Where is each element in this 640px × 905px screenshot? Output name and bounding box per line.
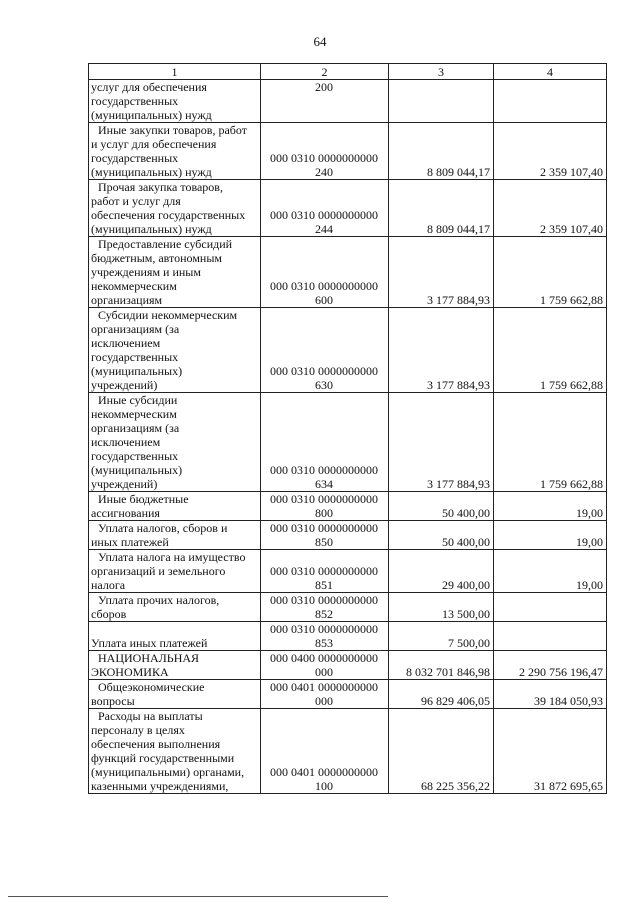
table-row	[89, 393, 607, 492]
description-line: обеспечения государственных	[91, 208, 246, 222]
description-line: бюджетным, автономным	[91, 251, 222, 265]
column-header-3: 3	[389, 64, 494, 80]
code-line: 000	[315, 665, 333, 679]
code-line: 853	[315, 636, 333, 650]
description-line: персоналу в целях	[91, 723, 185, 737]
code-line: 630	[315, 378, 333, 392]
row-code	[261, 709, 389, 794]
code-line: 200	[315, 80, 333, 94]
table-row	[89, 80, 607, 123]
row-code	[261, 237, 389, 308]
column-header-2: 2	[261, 64, 389, 80]
row-code	[261, 550, 389, 593]
table-row	[89, 492, 607, 521]
row-description	[89, 80, 261, 123]
column-header-4: 4	[494, 64, 607, 80]
description-line: (муниципальных)	[91, 463, 183, 477]
description-line: казенными учреждениями,	[91, 779, 229, 793]
row-amount-col4: 19,00	[494, 550, 607, 593]
row-amount-col3: 13 500,00	[389, 593, 494, 622]
description-line: ассигнования	[91, 506, 160, 520]
description-line: исключением	[91, 435, 161, 449]
description-line: вопросы	[91, 694, 135, 708]
table-row	[89, 593, 607, 622]
description-line: Иные субсидии	[98, 393, 178, 407]
table-row	[89, 680, 607, 709]
row-description	[89, 123, 261, 180]
row-description	[89, 308, 261, 393]
row-description	[89, 622, 261, 651]
table-row	[89, 308, 607, 393]
description-line: и услуг для обеспечения	[91, 137, 217, 151]
row-description	[89, 393, 261, 492]
description-line: Общеэкономические	[98, 680, 205, 694]
code-line: 244	[315, 222, 333, 236]
description-line: Уплата прочих налогов,	[98, 593, 220, 607]
row-code	[261, 492, 389, 521]
row-description	[89, 593, 261, 622]
row-description	[89, 180, 261, 237]
row-description	[89, 651, 261, 680]
code-line: 000 0310 0000000000	[270, 208, 378, 222]
table-row	[89, 521, 607, 550]
column-header-1: 1	[89, 64, 261, 80]
row-description	[89, 680, 261, 709]
code-line: 000 0310 0000000000	[270, 151, 378, 165]
description-line: Расходы на выплаты	[98, 709, 203, 723]
row-amount-col4: 1 759 662,88	[494, 308, 607, 393]
row-code	[261, 308, 389, 393]
row-description	[89, 521, 261, 550]
row-amount-col4: 31 872 695,65	[494, 709, 607, 794]
description-line: (муниципальных) нужд	[91, 222, 212, 236]
code-line: 850	[315, 535, 333, 549]
code-line: 100	[315, 779, 333, 793]
row-amount-col4	[494, 593, 607, 622]
row-description	[89, 237, 261, 308]
description-line: обеспечения выполнения	[91, 737, 221, 751]
description-line: Субсидии некоммерческим	[98, 308, 238, 322]
description-line: услуг для обеспечения	[91, 80, 207, 94]
budget-table	[88, 63, 607, 794]
description-line: работ и услуг для	[91, 194, 181, 208]
row-amount-col3: 96 829 406,05	[389, 680, 494, 709]
description-line: некоммерческим	[91, 279, 177, 293]
row-amount-col3: 8 032 701 846,98	[389, 651, 494, 680]
code-line: 000	[315, 694, 333, 708]
row-description	[89, 550, 261, 593]
row-amount-col3: 3 177 884,93	[389, 308, 494, 393]
row-code	[261, 393, 389, 492]
description-line: налога	[91, 578, 126, 592]
row-amount-col4: 19,00	[494, 521, 607, 550]
table-body	[89, 80, 607, 794]
row-code	[261, 651, 389, 680]
row-description	[89, 492, 261, 521]
description-line: учреждений)	[91, 477, 158, 491]
row-amount-col4: 2 290 756 196,47	[494, 651, 607, 680]
description-line: организациям (за	[91, 322, 180, 336]
row-amount-col4	[494, 80, 607, 123]
code-line: 852	[315, 607, 333, 621]
row-description	[89, 709, 261, 794]
row-amount-col3: 3 177 884,93	[389, 237, 494, 308]
description-line: организаций и земельного	[91, 564, 226, 578]
description-line: государственных	[91, 449, 179, 463]
table-header-row	[89, 64, 607, 80]
row-amount-col4	[494, 622, 607, 651]
description-line: учреждений)	[91, 378, 158, 392]
description-line: (муниципальных) нужд	[91, 165, 212, 179]
table-row	[89, 237, 607, 308]
row-code	[261, 123, 389, 180]
code-line: 000 0400 0000000000	[270, 651, 378, 665]
page-number: 64	[313, 34, 327, 49]
row-amount-col4: 1 759 662,88	[494, 237, 607, 308]
footer-divider	[8, 896, 388, 897]
table-row	[89, 709, 607, 794]
code-line: 240	[315, 165, 333, 179]
table-row	[89, 622, 607, 651]
code-line: 000 0310 0000000000	[270, 279, 378, 293]
description-line: функций государственными	[91, 751, 235, 765]
code-line: 634	[315, 477, 333, 491]
description-line: организациям	[91, 293, 163, 307]
description-line: Предоставление субсидий	[98, 237, 233, 251]
description-line	[91, 622, 98, 636]
row-amount-col4: 19,00	[494, 492, 607, 521]
description-line: государственных	[91, 94, 179, 108]
row-amount-col3: 8 809 044,17	[389, 180, 494, 237]
description-line: организациям (за	[91, 421, 180, 435]
row-code	[261, 680, 389, 709]
description-line: некоммерческим	[91, 407, 177, 421]
row-code	[261, 80, 389, 123]
table-row	[89, 123, 607, 180]
code-line: 000 0310 0000000000	[270, 622, 378, 636]
row-amount-col3: 8 809 044,17	[389, 123, 494, 180]
row-amount-col4: 39 184 050,93	[494, 680, 607, 709]
description-line: государственных	[91, 151, 179, 165]
description-line: исключением	[91, 336, 161, 350]
row-amount-col4: 2 359 107,40	[494, 180, 607, 237]
code-line: 851	[315, 578, 333, 592]
code-line: 000 0310 0000000000	[270, 364, 378, 378]
row-amount-col3: 7 500,00	[389, 622, 494, 651]
code-line: 000 0310 0000000000	[270, 521, 378, 535]
description-line: иных платежей	[91, 535, 169, 549]
code-line: 800	[315, 506, 333, 520]
row-code	[261, 180, 389, 237]
code-line: 000 0310 0000000000	[270, 492, 378, 506]
description-line: ЭКОНОМИКА	[91, 665, 169, 679]
code-line: 000 0310 0000000000	[270, 593, 378, 607]
description-line: НАЦИОНАЛЬНАЯ	[98, 651, 200, 665]
description-line: Иные бюджетные	[98, 492, 189, 506]
description-line: Уплата налогов, сборов и	[98, 521, 228, 535]
row-amount-col3: 50 400,00	[389, 492, 494, 521]
description-line: (муниципальных) нужд	[91, 108, 212, 122]
description-line: сборов	[91, 607, 127, 621]
row-amount-col3: 68 225 356,22	[389, 709, 494, 794]
table-row	[89, 180, 607, 237]
row-amount-col3: 3 177 884,93	[389, 393, 494, 492]
row-amount-col3	[389, 80, 494, 123]
row-amount-col4: 1 759 662,88	[494, 393, 607, 492]
description-line: Уплата иных платежей	[91, 636, 208, 650]
table-row	[89, 550, 607, 593]
description-line: Уплата налога на имущество	[98, 550, 246, 564]
row-code	[261, 521, 389, 550]
description-line: учреждениям и иным	[91, 265, 201, 279]
code-line: 000 0310 0000000000	[270, 463, 378, 477]
description-line: (муниципальных)	[91, 364, 183, 378]
code-line: 600	[315, 293, 333, 307]
code-line: 000 0310 0000000000	[270, 564, 378, 578]
row-code	[261, 593, 389, 622]
description-line: Иные закупки товаров, работ	[98, 123, 247, 137]
code-line: 000 0401 0000000000	[270, 765, 378, 779]
row-code	[261, 622, 389, 651]
description-line: (муниципальными) органами,	[91, 765, 245, 779]
code-line: 000 0401 0000000000	[270, 680, 378, 694]
description-line: Прочая закупка товаров,	[98, 180, 223, 194]
row-amount-col4: 2 359 107,40	[494, 123, 607, 180]
description-line: государственных	[91, 350, 179, 364]
row-amount-col3: 50 400,00	[389, 521, 494, 550]
table-row	[89, 651, 607, 680]
row-amount-col3: 29 400,00	[389, 550, 494, 593]
